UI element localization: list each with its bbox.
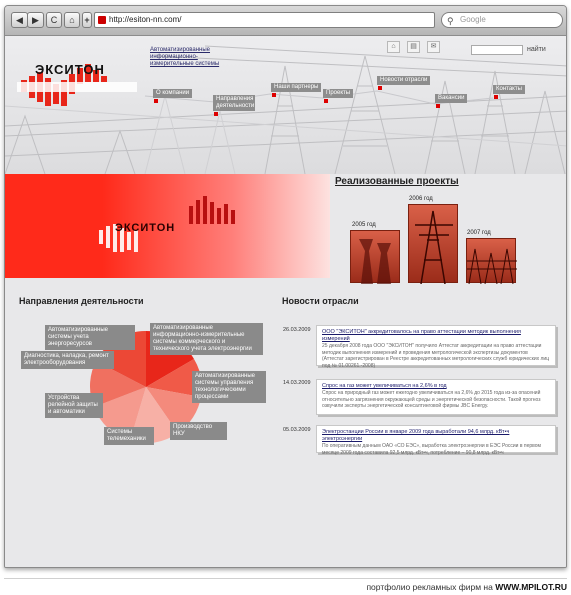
news-title: Новости отрасли [282, 296, 359, 306]
direction-relay-protection[interactable]: Устройства релейной защиты и автоматики [45, 393, 103, 418]
direction-energy-accounting[interactable]: Автоматизированные системы учета энергоресурсов [45, 325, 135, 350]
forward-button[interactable]: ▶ [27, 12, 44, 28]
news-headline-link[interactable]: ООО "ЭКСИТОН" аккредитовалось на право аттестации методик выполнения измерений [322, 329, 521, 342]
mail-icon[interactable]: ✉ [427, 41, 440, 53]
nav-projects[interactable]: Проекты [323, 89, 353, 98]
direction-diagnostics[interactable]: Диагностика, наладка, ремонт электрооборудования [21, 351, 114, 369]
favicon-icon [98, 16, 106, 24]
hero-banner [5, 174, 330, 278]
direction-telemechanics[interactable]: Системы телемеханики [104, 427, 154, 445]
reload-button[interactable]: C [46, 12, 62, 28]
news-date: 05.03.2009 [283, 427, 311, 433]
news-item [316, 325, 556, 369]
site-search-input[interactable] [471, 45, 523, 55]
address-bar[interactable] [94, 12, 435, 28]
browser-search-input[interactable] [441, 12, 563, 28]
nav-dot [154, 99, 158, 103]
footer-site-link[interactable]: WWW.MPILOT.RU [495, 582, 567, 592]
nav-news[interactable]: Новости отрасли [377, 76, 430, 85]
news-headline-link[interactable]: Электростанции России в январе 2009 года выработали 94,6 млрд. кВт•ч электроэнергии [322, 429, 510, 442]
page-footer [4, 580, 567, 595]
project-image-substation[interactable] [466, 238, 516, 283]
project-year[interactable]: 2007 год [467, 230, 491, 236]
site-search-button[interactable]: найти [527, 46, 546, 53]
nav-about[interactable]: О компании [153, 89, 192, 98]
nav-dot [324, 99, 328, 103]
footer-divider [4, 578, 567, 579]
footer-text: портфолио рекламных фирм на [366, 582, 493, 592]
nav-directions[interactable]: Направления деятельности [213, 95, 255, 111]
news-item [316, 425, 556, 456]
nav-dot [378, 86, 382, 90]
back-button[interactable]: ◀ [11, 12, 28, 28]
project-year[interactable]: 2005 год [352, 222, 376, 228]
browser-search-placeholder: Google [460, 15, 486, 24]
news-body: Спрос на природный газ может ежегодно увеличиваться на 2,6% до 2015 года из-за опасений относительно загрязнения окружающей среды и энергетической безопасности. Такой прогноз озвучили эксперты энергетической консалтинговой фирмы JBC Energy. [322, 390, 541, 409]
nav-dot [272, 93, 276, 97]
nav-partners[interactable]: Наши партнеры [271, 83, 321, 92]
news-body: По оперативным данным ОАО «СО ЕЭС», выработка электроэнергии в ЕЭС России в первом месяце 2009 года составила 92,5 млрд. кВт•ч, потребление – 90,8 млрд. кВт•ч [322, 443, 541, 456]
direction-process-control[interactable]: Автоматизированные системы управления технологическими процессами [192, 371, 266, 403]
news-item [316, 379, 556, 415]
browser-window [4, 5, 567, 568]
project-image-power-tower[interactable] [408, 204, 458, 283]
browser-toolbar [5, 6, 567, 36]
news-date: 26.03.2009 [283, 327, 311, 333]
news-date: 14.03.2009 [283, 380, 311, 386]
search-icon: ⚲ [447, 16, 454, 26]
home-icon[interactable]: ⌂ [387, 41, 400, 53]
sitemap-icon[interactable]: ▤ [407, 41, 420, 53]
nav-dot [436, 104, 440, 108]
site-tagline[interactable]: Автоматизированные информационно-измерительные системы [150, 47, 220, 67]
add-bookmark-button[interactable]: + [82, 12, 92, 28]
home-button[interactable]: ⌂ [64, 12, 80, 28]
banner-logo: ЭКСИТОН [115, 222, 176, 234]
nav-contacts[interactable]: Контакты [493, 85, 525, 94]
news-body: 25 декабря 2008 года ООО "ЭКСИТОН" получило Аттестат аккредитации на право аттестации методик выполнения измерений и проведения метрологической экспертизы документов (Аттестат зарегистрирован в Реестре аккредитованных метрологических служб юридических лиц под № 01.00261.-2008) [322, 343, 550, 369]
direction-nku-production[interactable]: Производство НКУ [170, 422, 227, 440]
directions-title: Направления деятельности [19, 296, 144, 306]
nav-vacancies[interactable]: Вакансии [435, 94, 467, 103]
website [5, 36, 567, 568]
site-header [5, 36, 567, 174]
project-year[interactable]: 2006 год [409, 196, 433, 202]
news-headline-link[interactable]: Спрос на газ может увеличиваться на 2,6% в год [322, 383, 447, 389]
url-text: http://esiton-nn.com/ [109, 15, 182, 24]
site-logo[interactable]: ЭКСИТОН [35, 62, 105, 77]
project-image-cooling-tower[interactable] [350, 230, 400, 283]
nav-dot [494, 95, 498, 99]
nav-dot [214, 112, 218, 116]
projects-title[interactable]: Реализованные проекты [335, 176, 459, 187]
direction-electricity-measurement[interactable]: Автоматизированные информационно-измерительные системы коммерческого и технического учета электроэнергии [150, 323, 263, 355]
